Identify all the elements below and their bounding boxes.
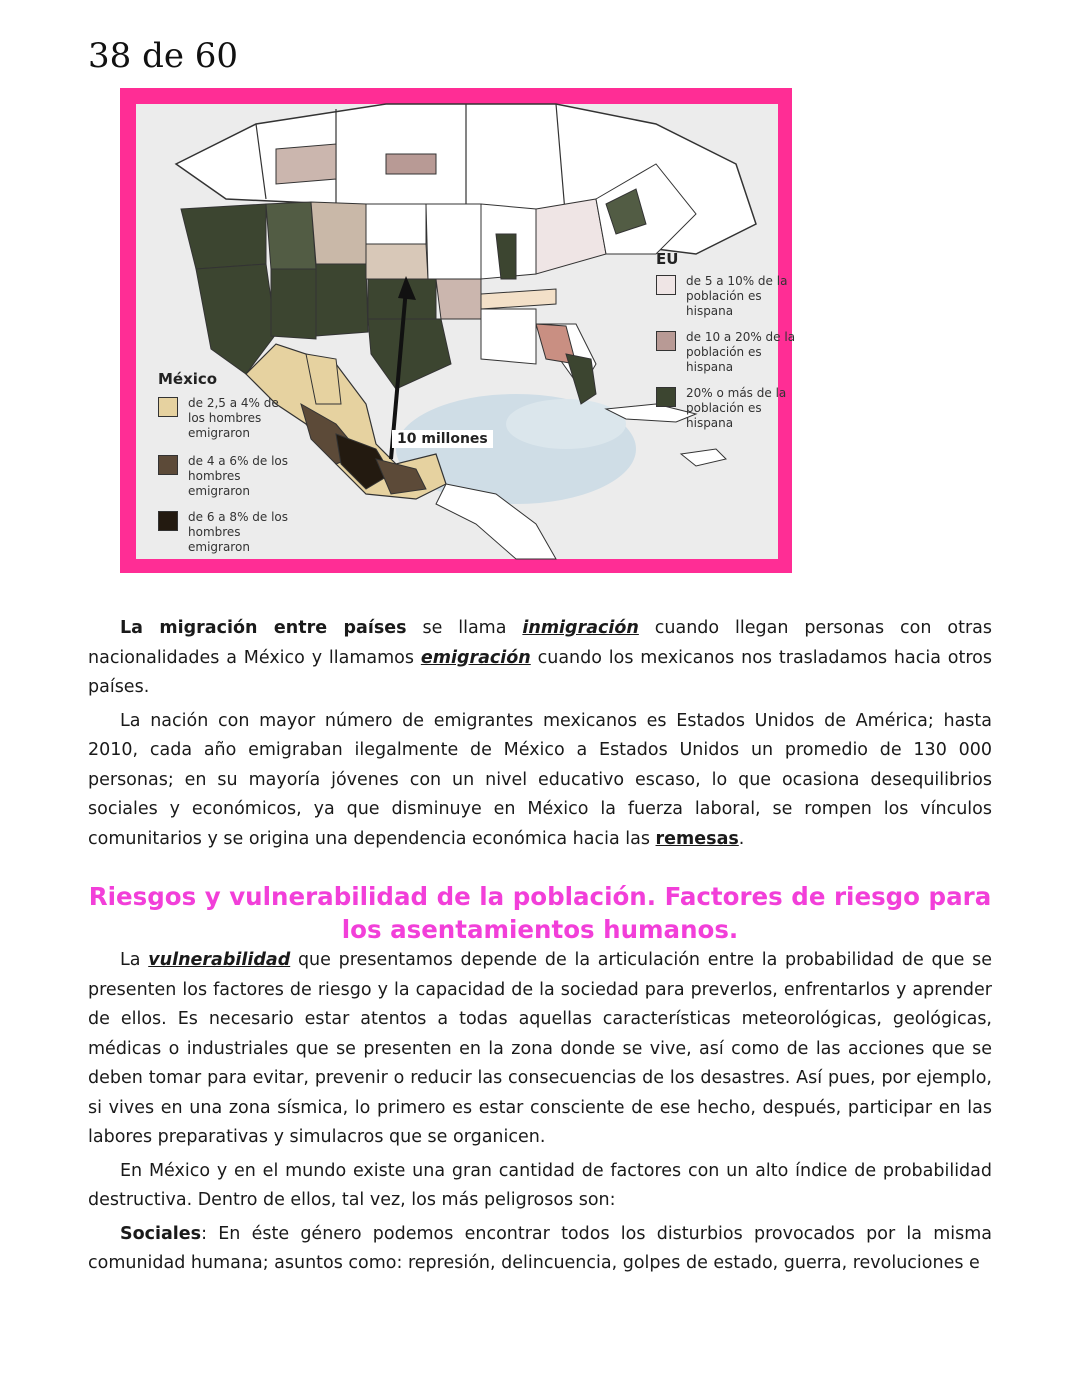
text-run: cuando los mexicanos nos trasladamos hacia otros países.: [88, 647, 992, 697]
legend-label: de 10 a 20% de la población es hispana: [686, 330, 796, 374]
paragraph-factors: En México y en el mundo existe una gran cantidad de factores con un alto índice de probabilidad destructiva. Dentro de ellos, tal vez, los más peligrosos son:: [88, 1160, 992, 1210]
legend-swatch: [158, 511, 178, 531]
page-number: 38 de 60: [88, 36, 239, 76]
text-run: La nación con mayor número de emigrantes mexicanos es Estados Unidos de América; hasta 2010, cada año emigraban ilegalmente de México a Estados Unidos un promedio de 130 000 personas; en su mayoría jóvenes con un nivel educativo escaso, lo que ocasiona desequilibrios sociales y económicos, ya que disminuye en México la fuerza laboral, se rompen los vínculos comunitarios y se origina una dependencia económica hacia las: [88, 710, 992, 849]
term-emigracion: emigración: [420, 647, 531, 668]
legend-label: de 6 a 8% de los hombres emigraron: [188, 510, 289, 554]
migration-arrow-label: 10 millones: [392, 430, 493, 448]
mexico-legend-item: [158, 454, 298, 499]
term-inmigracion: inmigración: [522, 618, 639, 638]
mexico-legend-item: [158, 396, 298, 441]
legend-swatch: [158, 455, 178, 475]
body-text: [88, 614, 992, 1283]
paragraph-migration: [88, 614, 992, 703]
eu-legend-item: [656, 386, 796, 431]
lead-text: La migración entre países: [120, 618, 407, 638]
text-run: que presentamos depende de la articulación entre la probabilidad de que se presenten los factores de riesgo y la capacidad de la sociedad para preverlos, enfrentarlos y aprender de ellos. Es necesario estar atentos a todas aquellas características meteorológicas, geológicas, médicas o industriales que se presenten en la zona donde se vive, así como de las acciones que se deben tomar para evitar, prevenir o reducir las consecuencias de los desastres. Así pues, por ejemplo, si vives en una zona sísmica, lo primero es estar consciente de ese hecho, después, participar en las labores preparativas y simulacros que se organicen.: [88, 950, 993, 1147]
legend-label: de 2,5 a 4% de los hombres emigraron: [188, 396, 279, 440]
legend-swatch: [656, 387, 676, 407]
term-vulnerabilidad: vulnerabilidad: [148, 950, 291, 970]
migration-map-frame: [120, 88, 796, 573]
text-run: se llama: [406, 618, 523, 638]
legend-label: 20% o más de la población es hispana: [686, 386, 787, 430]
text-run: : En éste género podemos encontrar todos los disturbios provocados por la misma comunidad humana; asuntos como: represión, delincuencia, golpes de estado, guerra, revoluciones e: [88, 1223, 992, 1273]
paragraph-social: [88, 1220, 992, 1279]
eu-legend-item: [656, 330, 796, 375]
eu-legend-title: EU: [656, 250, 679, 268]
legend-label: de 4 a 6% de los hombres emigraron: [188, 454, 289, 498]
text-run: cuando llegan personas con otras nacionalidades a México y llamamos: [88, 618, 992, 668]
text-run: La: [120, 950, 149, 970]
legend-swatch: [158, 397, 178, 417]
legend-label: de 5 a 10% de la población es hispana: [686, 274, 788, 318]
migration-map: [136, 104, 796, 559]
mexico-legend-title: México: [158, 370, 218, 388]
lead-text: Sociales: [120, 1223, 202, 1244]
legend-swatch: [656, 331, 676, 351]
paragraph-vulnerability: [88, 946, 992, 1153]
eu-legend-item: [656, 274, 796, 319]
mexico-legend-item: [158, 510, 298, 555]
paragraph-emigrants: [88, 707, 992, 855]
term-remesas: remesas: [655, 828, 739, 849]
section-heading: Riesgos y vulnerabilidad de la población. Factores de riesgo para los asentamientos humanos.: [88, 882, 992, 944]
text-run: .: [738, 828, 745, 849]
legend-swatch: [656, 275, 676, 295]
